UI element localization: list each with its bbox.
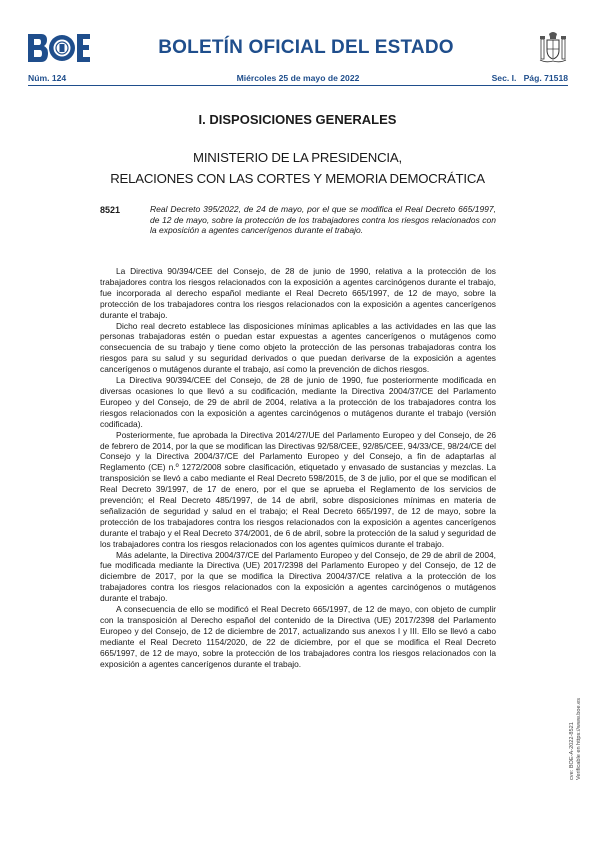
issue-date: Miércoles 25 de mayo de 2022 bbox=[236, 73, 360, 83]
cve-code: cve: BOE-A-2022-8521 bbox=[569, 722, 575, 780]
body-text bbox=[100, 266, 496, 670]
gazette-title: BOLETÍN OFICIAL DEL ESTADO bbox=[158, 37, 454, 58]
ministry-name bbox=[0, 147, 595, 189]
ministry-line-2: RELACIONES CON LAS CORTES Y MEMORIA DEMOCRÁTICA bbox=[110, 171, 485, 186]
boe-logo-icon bbox=[28, 34, 90, 62]
ministry-line-1: MINISTERIO DE LA PRESIDENCIA, bbox=[193, 150, 402, 165]
header-divider bbox=[28, 85, 568, 86]
body-paragraph: Posteriormente, fue aprobada la Directiva 2014/27/UE del Parlamento Europeo y del Consejo, de 26 de febrero de 2014, por la que se modifican las Directivas 92/58/CEE, 92/85/CEE, 94/33/CE, 98/24/CE del Consejo y la Directiva 2004/37/CE del Parlamento Europeo y del Consejo, a fin de adaptarlas al Reglamento (CE) n.º 1272/2008 sobre clasificación, etiquetado y envasado de sustancias y mezclas. La transposición se llevó a cabo mediante el Real Decreto 598/2015, de 3 de julio, por el que se modifican el Real Decreto 39/1997, de 17 de enero, por el que se aprueba el Reglamento de los servicios de prevención; el Real Decreto 485/1997, de 14 de abril, sobre disposiciones mínimas en materia de señalización de seguridad y salud en el trabajo; el Real Decreto 665/1997, de 12 de mayo, sobre la protección de los trabajadores contra los riesgos relacionados con la exposición a agentes cancerígenos durante el trabajo y el Real Decreto 374/2001, de 6 de abril, sobre la protección de la salud y seguridad de los trabajadores contra los riesgos relacionados con los agentes químicos durante el trabajo. bbox=[100, 429, 496, 549]
entry-number: 8521 bbox=[100, 205, 121, 215]
entry-title: Real Decreto 395/2022, de 24 de mayo, por el que se modifica el Real Decreto 665/1997, de 12 de mayo, sobre la protección de los trabajadores contra los riesgos relacionados con la exposición a agentes cancerígenos durante el trabajo. bbox=[150, 204, 496, 236]
body-paragraph: Dicho real decreto establece las disposiciones mínimas aplicables a las actividades en las que las personas trabajadoras estén o puedan estar expuestas a agentes cancerígenos o mutágenos como consecuencia de su trabajo y tiene como objeto la protección de las personas trabajadoras contra los riesgos para su salud y su seguridad derivados o que puedan derivarse de la exposición a agentes cancerígenos o mutágenos durante el trabajo, así como la prevención de dichos riesgos. bbox=[100, 320, 496, 375]
body-paragraph: La Directiva 90/394/CEE del Consejo, de 28 de junio de 1990, relativa a la protección de los trabajadores contra los riesgos relacionados con la exposición a agentes carcinógenos durante el trabajo, fue incorporada al derecho español mediante el Real Decreto 665/1997, de 12 de mayo, sobre la protección de los trabajadores contra los riesgos relacionados con la exposición a agentes cancerígenos durante el trabajo. bbox=[100, 266, 496, 320]
body-paragraph: Más adelante, la Directiva 2004/37/CE del Parlamento Europeo y del Consejo, de 29 de abril de 2004, fue modificada mediante la Directiva (UE) 2017/2398 del Parlamento Europeo y del Consejo, de 12 de diciembre de 2017, por la que se modifica la Directiva 2004/37/CE relativa a la protección de los trabajadores contra los riesgos relacionados con la exposición a agentes carcinógenos o mutágenos durante el trabajo. bbox=[100, 549, 496, 604]
section-page: Sec. I. Pág. 71518 bbox=[491, 73, 568, 83]
verification-note bbox=[569, 698, 583, 780]
issue-number: Núm. 124 bbox=[28, 73, 67, 83]
verification-url: Verificable en https://www.boe.es bbox=[576, 697, 582, 780]
body-paragraph: La Directiva 90/394/CEE del Consejo, de 28 de junio de 1990, fue posteriormente modificada en diversas ocasiones lo que llevó a su codificación, mediante la Directiva 2004/37/CE del Parlamento Europeo y del Consejo, de 29 de abril de 2004, relativa a la protección de los trabajadores contra los riesgos relacionados con la exposición a agentes carcinógenos o mutágenos durante el trabajo (versión codificada). bbox=[100, 375, 496, 429]
section-title: I. DISPOSICIONES GENERALES bbox=[198, 112, 397, 127]
page-header bbox=[28, 32, 568, 66]
body-paragraph: A consecuencia de ello se modificó el Real Decreto 665/1997, de 12 de mayo, con objeto de cumplir con la transposición al Derecho español del contenido de la Directiva (UE) 2017/2398 del Parlamento Europeo y del Consejo, de 12 de diciembre de 2017, actualizando sus anexos I y III. Ello se llevó a cabo mediante el Real Decreto 1154/2020, de 22 de diciembre, por el que se modifica el Real Decreto 665/1997, de 12 de mayo, sobre la protección de los trabajadores contra los riesgos relacionados con la exposición a agentes cancerígenos durante el trabajo. bbox=[100, 604, 496, 669]
spain-coat-of-arms-icon bbox=[538, 30, 568, 66]
